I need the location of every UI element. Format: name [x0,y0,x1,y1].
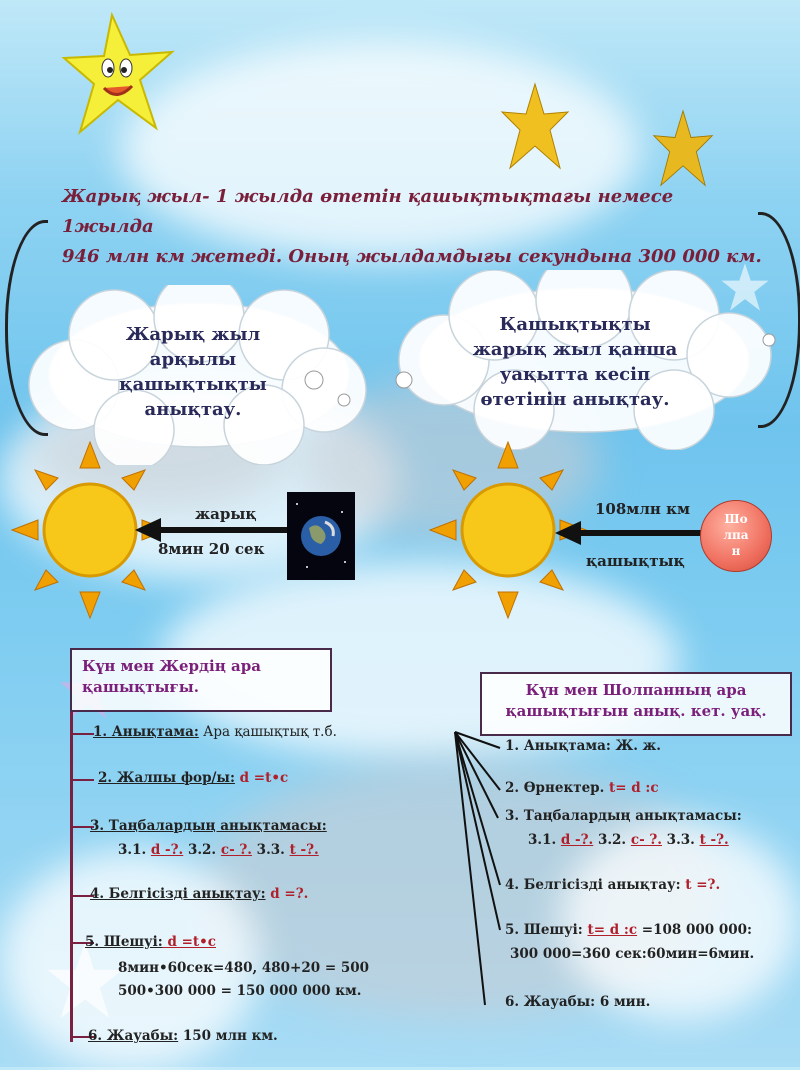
cloud-right-line-3: уақытта кесіп [499,364,651,385]
right-step-5-rest: =108 000 000: [637,922,752,938]
time-label: 8мин 20 сек [158,540,265,558]
left-s3-t: t -?. [289,842,319,858]
right-s3-pre: 3.1. [528,832,561,848]
left-step-5-formula: d =t•c [162,934,217,950]
star-icon [652,108,714,190]
left-step-1-label: 1. Анықтама: [93,724,199,740]
left-s3-mid: 3.2. [183,842,221,858]
left-step-4 [90,886,308,902]
right-s3-mid: 3.2. [593,832,631,848]
right-step-4-formula: t =?. [685,877,721,893]
left-step-3 [90,818,327,834]
right-step-4-label: 4. Белгісізді анықтау: [505,877,686,893]
cloud-right-line-4: өтетінін анықтау. [480,389,670,410]
cloud-left-text [98,322,288,422]
right-step-1: 1. Анықтама: Ж. ж. [505,738,661,754]
left-step-3-label: 3. Таңбалардың анықтамасы: [90,818,327,834]
light-label: жарық [195,505,257,523]
distance-label: қашықтық [586,552,685,570]
right-step-4 [505,877,720,893]
right-connector-fan [440,730,520,1020]
left-step-5-label: 5. Шешуі: [85,934,163,950]
venus-box-line-2: қашықтығын анық. кет. уақ. [505,702,767,720]
venus-label-3: н [731,544,741,558]
title-line-2: 946 млн км жетеді. Оның жылдамдығы секундына 300 000 км. [62,246,762,267]
left-connector-vertical [70,712,73,1042]
earth-box-line-1: Күн мен Жердің ара [82,657,261,675]
left-step-5-line-2: 8мин•60сек=480, 480+20 = 500 [118,960,370,976]
earth-distance-box [70,648,332,712]
left-step-1 [93,724,337,740]
cloud-left-line-2: арқылы [149,349,237,370]
cloud-left-line-3: қашықтықты [119,374,267,395]
cloud-left-line-4: анықтау. [144,399,242,420]
right-step-2 [505,780,659,796]
right-step-2-label: 2. Өрнектер. [505,780,610,796]
cloud-right-line-1: Қашықтықты [499,314,651,335]
distance-arrow [555,518,705,548]
cloud-left-line-1: Жарық жыл [125,324,261,345]
left-s3-mid2: 3.3. [251,842,290,858]
earth-box-line-2: қашықтығы. [82,678,199,696]
left-step-2 [98,770,288,786]
venus-label-2: лпа [723,528,749,542]
cloud-right-text [440,312,710,412]
right-step-5-line-2: 300 000=360 сек:60мин=6мин. [510,946,755,962]
right-step-5-formula: t= d :c [587,922,638,938]
cloud-right-line-2: жарық жыл қанша [472,339,678,360]
left-s3-c: с- ?. [220,842,252,858]
star-icon [500,82,570,172]
connector-1 [70,733,94,735]
venus-label-1: Шо [724,512,748,526]
right-s3-d: d -?. [560,832,594,848]
right-step-6: 6. Жауабы: 6 мин. [505,994,651,1010]
left-step-1-text: Ара қашықтық т.б. [198,724,337,740]
distance-value-label: 108млн км [595,500,690,518]
right-s3-t: t -?. [699,832,729,848]
right-step-2-formula: t= d :c [609,780,659,796]
left-step-2-label: 2. Жалпы фор/ы: [98,770,235,786]
right-s3-mid2: 3.3. [661,832,700,848]
right-step-5-label: 5. Шешуі: [505,922,588,938]
left-step-6 [88,1028,278,1044]
right-step-3: 3. Таңбалардың анықтамасы: [505,808,742,824]
venus-distance-box [480,672,792,736]
right-step-5 [505,922,752,938]
light-year-definition [62,182,762,272]
right-step-3-items [528,832,729,848]
left-step-4-formula: d =?. [265,886,309,902]
earth-image [287,492,355,580]
title-line-1: Жарық жыл- 1 жылда өтетін қашықтықтағы немесе 1жылда [62,186,674,237]
left-step-3-items [118,842,319,858]
left-s3-pre: 3.1. [118,842,151,858]
left-step-6-label: 6. Жауабы: [88,1028,179,1044]
left-step-4-label: 4. Белгісізді анықтау: [90,886,266,902]
left-step-5-line-3: 500•300 000 = 150 000 000 км. [118,983,362,999]
right-s3-c: с- ?. [630,832,662,848]
left-step-5 [85,934,216,950]
left-s3-d: d -?. [150,842,184,858]
venus-box-line-1: Күн мен Шолпанның ара [525,681,747,699]
venus-circle [700,500,772,572]
left-step-6-text: 150 млн км. [178,1028,278,1044]
left-step-2-formula: d =t•c [234,770,289,786]
smiling-star-icon [60,10,180,140]
connector-2 [70,779,94,781]
faint-star-icon [45,940,125,1020]
